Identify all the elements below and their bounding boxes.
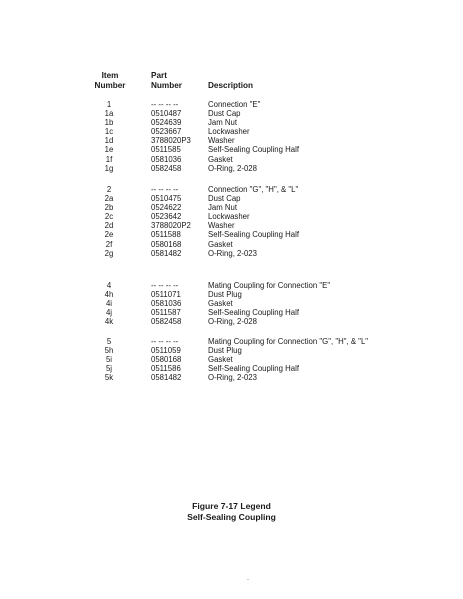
part-number-cell: 0580168 — [151, 355, 182, 365]
description-cell: O-Ring, 2-028 — [208, 317, 257, 327]
item-number-cell: 5i — [105, 355, 113, 365]
description-cell: Lockwasher — [208, 127, 250, 137]
item-number-cell: 2e — [104, 230, 114, 240]
item-number-cell: 5j — [105, 364, 113, 374]
table-row — [0, 346, 463, 355]
header-item-line2: Number — [94, 81, 126, 90]
figure-subtitle: Self-Sealing Coupling — [187, 512, 276, 522]
part-number-cell: 3788020P2 — [151, 221, 191, 231]
header-part-line2: Number — [151, 81, 182, 90]
description-cell: Washer — [208, 221, 235, 231]
part-number-cell: 0523642 — [151, 212, 182, 222]
part-number-cell: -- -- -- -- — [151, 337, 179, 346]
table-row — [0, 337, 463, 346]
description-cell: Connection "G", "H", & "L" — [208, 185, 299, 194]
description-cell: Self-Sealing Coupling Half — [208, 364, 300, 374]
table-row — [0, 364, 463, 373]
item-number-cell: 4 — [106, 281, 112, 290]
table-row — [0, 230, 463, 239]
part-number-cell: 0523667 — [151, 127, 182, 137]
description-cell: Washer — [208, 136, 235, 146]
description-cell: Dust Plug — [208, 346, 242, 356]
item-number-cell: 2c — [104, 212, 114, 222]
part-number-cell: 0511587 — [151, 308, 181, 318]
table-row — [0, 145, 463, 154]
description-cell: Gasket — [208, 299, 233, 309]
part-number-cell: 0524639 — [151, 118, 182, 128]
table-row — [0, 212, 463, 221]
table-row — [0, 164, 463, 173]
header-item-line1: Item — [101, 71, 119, 80]
part-number-cell: 0582458 — [151, 317, 182, 327]
table-row — [0, 240, 463, 249]
item-number-cell: 2d — [104, 221, 114, 231]
item-number-cell: 1d — [104, 136, 114, 146]
item-number-cell: 4j — [105, 308, 113, 318]
description-cell: Gasket — [208, 355, 233, 365]
table-row — [0, 109, 463, 118]
part-number-cell: 0511071 — [151, 290, 181, 300]
description-cell: Self-Sealing Coupling Half — [208, 145, 300, 155]
part-number-cell: 0510487 — [151, 109, 182, 119]
description-cell: O-Ring, 2-023 — [208, 248, 257, 258]
description-cell: Connection "E" — [208, 100, 261, 109]
parts-group — [0, 100, 463, 173]
table-row — [0, 118, 463, 127]
table-row — [0, 355, 463, 364]
description-cell: Gasket — [208, 239, 233, 249]
table-row — [0, 127, 463, 136]
part-number-cell: 0580168 — [151, 239, 182, 249]
description-cell: Self-Sealing Coupling Half — [208, 230, 300, 240]
item-number-cell: 1a — [104, 109, 114, 119]
table-row — [0, 281, 463, 290]
item-number-cell: 1 — [106, 100, 112, 109]
parts-group — [0, 281, 463, 326]
part-number-cell: 0582458 — [151, 163, 182, 173]
part-number-cell: 0510475 — [151, 194, 182, 204]
figure-title: Figure 7-17 Legend — [192, 501, 271, 511]
item-number-cell: 2a — [104, 194, 114, 204]
table-row — [0, 136, 463, 145]
table-row — [0, 100, 463, 109]
parts-group — [0, 185, 463, 258]
description-cell: Gasket — [208, 154, 233, 164]
item-number-cell: 1b — [104, 118, 114, 128]
table-row — [0, 308, 463, 317]
table-row — [0, 299, 463, 308]
part-number-cell: 0581482 — [151, 248, 182, 258]
table-row — [0, 185, 463, 194]
item-number-cell: 4i — [105, 299, 113, 309]
header-part-line1: Part — [151, 71, 167, 80]
item-number-cell: 2 — [106, 185, 112, 194]
part-number-cell: -- -- -- -- — [151, 185, 179, 194]
table-row — [0, 194, 463, 203]
part-number-cell: 3788020P3 — [151, 136, 191, 146]
table-row — [0, 155, 463, 164]
part-number-cell: 0511588 — [151, 230, 181, 240]
item-number-cell: 1c — [104, 127, 114, 137]
part-number-cell: 0581036 — [151, 299, 182, 309]
item-number-cell: 1e — [104, 145, 114, 155]
item-number-cell: 5k — [104, 373, 114, 383]
item-number-cell: 5 — [106, 337, 112, 346]
table-row — [0, 221, 463, 230]
description-cell: Lockwasher — [208, 212, 250, 222]
item-number-cell: 1g — [104, 163, 114, 173]
table-row — [0, 373, 463, 382]
table-row — [0, 317, 463, 326]
table-row — [0, 290, 463, 299]
description-cell: Dust Cap — [208, 194, 241, 204]
header-description: Description — [208, 81, 254, 90]
description-cell: Dust Plug — [208, 290, 242, 300]
part-number-cell: -- -- -- -- — [151, 281, 179, 290]
item-number-cell: 2f — [105, 239, 113, 249]
item-number-cell: 1f — [105, 154, 113, 164]
item-number-cell: 4k — [104, 317, 114, 327]
description-cell: O-Ring, 2-023 — [208, 373, 257, 383]
item-number-cell: 2b — [104, 203, 114, 213]
part-number-cell: 0511586 — [151, 364, 181, 374]
header-part-number — [151, 71, 182, 91]
description-cell: Jam Nut — [208, 118, 238, 128]
description-cell: Mating Coupling for Connection "E" — [208, 281, 331, 290]
part-number-cell: 0581036 — [151, 154, 182, 164]
parts-group — [0, 337, 463, 382]
part-number-cell: 0511585 — [151, 145, 181, 155]
item-number-cell: 4h — [104, 290, 114, 300]
description-cell: O-Ring, 2-028 — [208, 163, 257, 173]
header-item-number — [93, 71, 127, 91]
part-number-cell: 0524622 — [151, 203, 182, 213]
table-row — [0, 203, 463, 212]
table-row — [0, 249, 463, 258]
item-number-cell: 2g — [104, 248, 114, 258]
description-cell: Self-Sealing Coupling Half — [208, 308, 300, 318]
part-number-cell: -- -- -- -- — [151, 100, 179, 109]
part-number-cell: 0581482 — [151, 373, 182, 383]
description-cell: Jam Nut — [208, 203, 238, 213]
item-number-cell: 5h — [104, 346, 114, 356]
scan-speck — [247, 579, 249, 580]
description-cell: Dust Cap — [208, 109, 241, 119]
description-cell: Mating Coupling for Connection "G", "H", & "L" — [208, 337, 369, 346]
part-number-cell: 0511059 — [151, 346, 181, 356]
